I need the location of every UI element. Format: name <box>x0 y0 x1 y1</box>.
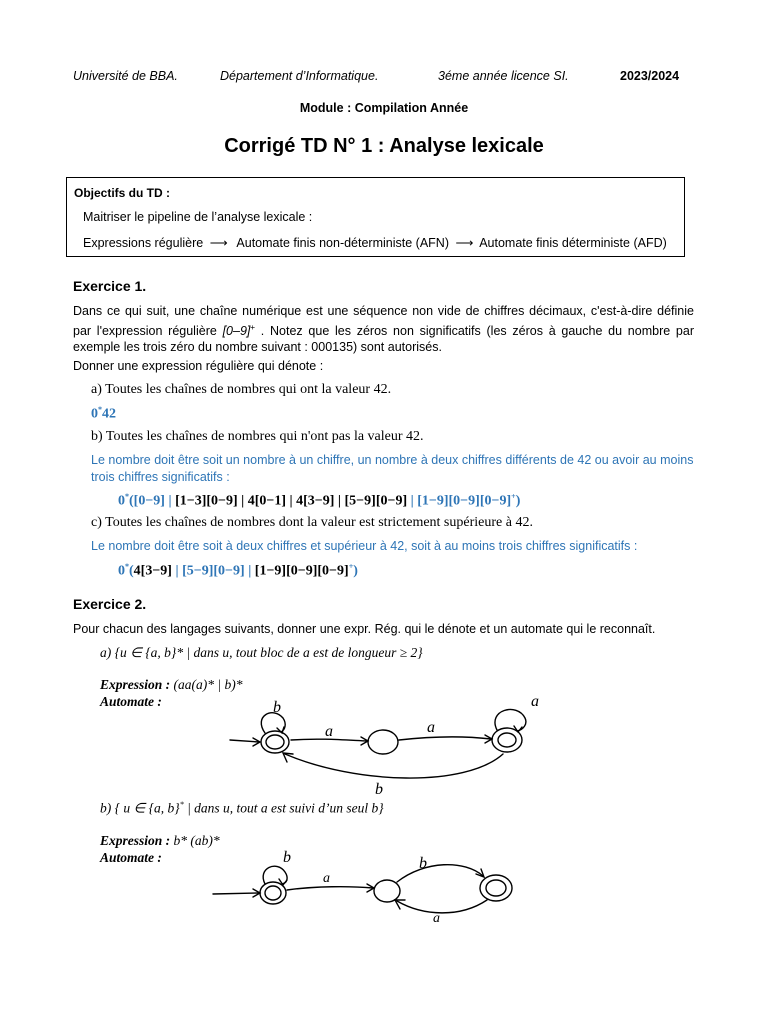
state-1 <box>368 730 398 754</box>
ex1-question-c: c) Toutes les chaînes de nombres dont la valeur est strictement supérieure à 42. <box>91 515 533 530</box>
objectives-line1: Maitriser le pipeline de l’analyse lexicale : <box>83 210 313 224</box>
label-a-edge-0-1: a <box>323 871 330 886</box>
state-0-inner <box>265 886 281 900</box>
edge-1-2 <box>397 865 483 882</box>
ex1-question-b: b) Toutes les chaînes de nombres qui n'ont pas la valeur 42. <box>91 429 424 444</box>
header-department: Département d’Informatique. <box>220 69 379 83</box>
arrow-icon: ⟶ <box>455 236 474 250</box>
ex2-automate-label-b: Automate : <box>100 850 162 865</box>
objectives-box <box>66 177 685 257</box>
edge-2-0 <box>285 754 503 778</box>
pipeline-step3: Automate finis déterministe (AFD) <box>479 236 667 250</box>
state-2-inner <box>498 733 516 747</box>
edge-2-1 <box>397 900 487 913</box>
objectives-pipeline <box>83 235 667 250</box>
ex1-title: Exercice 1. <box>73 278 147 294</box>
label-a-edge-2-1: a <box>433 911 440 926</box>
pipeline-step1: Expressions régulière <box>83 236 204 250</box>
automaton-a <box>225 688 565 798</box>
automaton-b <box>205 846 525 926</box>
state-2-inner <box>486 880 506 896</box>
state-2 <box>480 875 512 901</box>
ex2-intro: Pour chacun des langages suivants, donner une expr. Rég. qui le dénote et un automate qui le reconnaît. <box>73 622 656 636</box>
pipeline-step2: Automate finis non-déterministe (AFN) <box>236 236 449 250</box>
objectives-heading: Objectifs du TD : <box>74 186 170 200</box>
loop-b-state-0 <box>263 866 287 884</box>
ex1-answer-b: 0*([0−9] | [1−3][0−9] | 4[0−1] | 4[3−9] | [5−9][0−9] | [1−9][0−9][0−9]+) <box>118 492 521 509</box>
header-year: 2023/2024 <box>620 69 680 83</box>
start-arrow <box>213 893 259 894</box>
ex2-question-b: b) { u ∈ {a, b}* | dans u, tout a est suivi d’un seul b} <box>100 800 384 816</box>
start-arrow <box>230 740 259 742</box>
label-a-edge-0-1: a <box>325 723 333 740</box>
header-university: Université de BBA. <box>73 69 178 83</box>
module-line: Module : Compilation Année <box>299 101 469 115</box>
ex1-intro: Dans ce qui suit, une chaîne numérique est une séquence non vide de chiffres décimaux, c'est-à-dire définie par l'expression régulière [0–9]+ . Notez que les zéros non significatifs (les zéros à gauche du nombre par exemple les trois zéro du nombre suivant : 000135) sont autorisés. <box>73 304 694 355</box>
label-a-loop-2: a <box>531 693 539 710</box>
edge-0-1 <box>287 887 373 890</box>
ex2-automate-label-a: Automate : <box>100 694 162 709</box>
state-0 <box>261 731 289 753</box>
label-a-edge-1-2: a <box>427 719 435 736</box>
ex2-question-a: a) {u ∈ {a, b}* | dans u, tout bloc de a est de longueur ≥ 2} <box>100 645 423 660</box>
ex1-answer-a: 0*42 <box>91 405 116 422</box>
ex1-note-b: Le nombre doit être soit un nombre à un chiffre, un nombre à deux chiffres différents de 42 ou avoir au moins trois chiffres significatifs : <box>91 453 694 484</box>
ex2-expression-a: Expression : (aa(a)* | b)* <box>100 677 243 692</box>
label-b-loop-0: b <box>283 849 291 866</box>
state-0 <box>260 882 286 904</box>
page-title: Corrigé TD N° 1 : Analyse lexicale <box>224 135 544 157</box>
state-0-inner <box>266 735 284 749</box>
ex1-answer-c: 0*(4[3−9] | [5−9][0−9] | [1−9][0−9][0−9]+) <box>118 562 358 579</box>
arrow-icon: ⟶ <box>209 236 228 250</box>
ex2-expression-b: Expression : b* (ab)* <box>100 833 220 848</box>
label-b-edge-2-0: b <box>375 781 383 798</box>
ex1-question-a: a) Toutes les chaînes de nombres qui ont la valeur 42. <box>91 382 392 397</box>
state-1 <box>374 880 400 902</box>
edge-1-2 <box>399 737 491 740</box>
ex1-note-c: Le nombre doit être soit à deux chiffres et supérieur à 42, soit à au moins trois chiffres significatifs : <box>91 539 638 553</box>
label-b-loop-0: b <box>273 699 281 716</box>
ex1-prompt: Donner une expression régulière qui dénote : <box>73 359 324 373</box>
label-b-edge-1-2: b <box>419 855 427 872</box>
ex2-title: Exercice 2. <box>73 596 147 612</box>
header-level: 3éme année licence SI. <box>438 69 569 83</box>
